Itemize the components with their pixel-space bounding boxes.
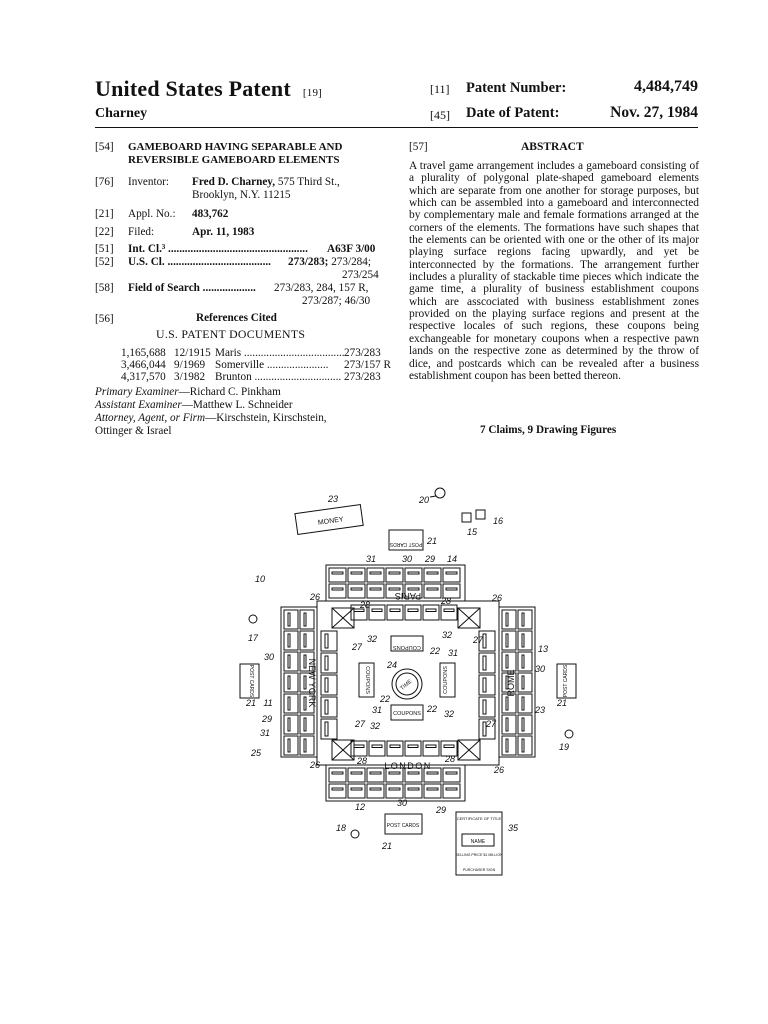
certificate-title: CERTIFICATE OF TITLE — [456, 816, 502, 821]
board-space — [284, 673, 298, 692]
inner-space-mark — [325, 700, 328, 714]
post-cards-label: POST CARDS — [563, 664, 569, 698]
reference-numeral: 27 — [351, 642, 363, 652]
board-space-mark — [370, 588, 381, 590]
inner-space — [479, 675, 495, 695]
patent-number-code: [11] — [430, 82, 450, 96]
board-space-mark — [370, 788, 381, 790]
board-space-mark — [332, 772, 343, 774]
board-space-mark — [389, 772, 400, 774]
references-subheading: U.S. PATENT DOCUMENTS — [156, 327, 306, 341]
board-space-mark — [408, 572, 419, 574]
inner-space-mark — [325, 656, 328, 670]
board-space-mark — [304, 655, 306, 668]
board-space — [443, 784, 460, 798]
board-space-mark — [522, 718, 524, 731]
reference-numeral: 35 — [507, 823, 519, 833]
board-space-mark — [332, 572, 343, 574]
coupons-label: COUPONS — [393, 711, 421, 717]
board-space-mark — [351, 788, 362, 790]
reference-numeral: 13 — [537, 644, 549, 654]
board-space — [329, 784, 346, 798]
inner-space-mark — [325, 634, 328, 648]
center-disc-label: TIME — [399, 678, 414, 692]
inner-space-mark — [372, 609, 382, 612]
board-space-mark — [304, 613, 306, 626]
inner-space — [321, 719, 337, 739]
reference-numeral: 29 — [424, 554, 436, 564]
board-space — [367, 568, 384, 582]
reference-number: 3,466,044 — [121, 359, 166, 371]
reference-class: 273/283 — [344, 347, 381, 359]
board-space-mark — [522, 613, 524, 626]
board-space — [300, 715, 314, 734]
board-space-mark — [522, 634, 524, 647]
inner-space-mark — [390, 745, 400, 748]
reference-name: Somerville ...................... — [215, 359, 329, 371]
reference-numeral: 31 — [447, 648, 459, 658]
inner-space-mark — [426, 609, 436, 612]
reference-numeral: 30 — [401, 554, 413, 564]
board-space — [348, 784, 365, 798]
inner-space — [423, 605, 439, 620]
board-space-mark — [408, 788, 419, 790]
reference-numeral: 23 — [327, 494, 339, 504]
board-space-mark — [332, 588, 343, 590]
title-line-1: GAMEBOARD HAVING SEPARABLE AND — [128, 141, 343, 153]
board-space-mark — [351, 588, 362, 590]
reference-numeral: 26 — [493, 765, 505, 775]
inner-space-mark — [372, 745, 382, 748]
inner-space-mark — [444, 609, 454, 612]
inner-space — [387, 741, 403, 756]
board-space-mark — [304, 739, 306, 752]
filed-code: [22] — [95, 226, 114, 238]
assistant-examiner: Assistant Examiner—Matthew L. Schneider — [95, 399, 293, 411]
city-label-london: LONDON — [384, 761, 432, 771]
abstract-heading: ABSTRACT — [521, 141, 584, 153]
board-space-mark — [351, 572, 362, 574]
reference-date: 3/1982 — [174, 371, 206, 383]
inner-space — [423, 741, 439, 756]
reference-numeral: 27 — [354, 719, 366, 729]
reference-name: Maris .................................... — [215, 347, 345, 359]
reference-number: 4,317,570 — [121, 371, 166, 383]
reference-numeral: 32 — [443, 709, 455, 719]
inner-space — [479, 653, 495, 673]
board-space-mark — [427, 772, 438, 774]
inner-space — [405, 741, 421, 756]
inner-space-mark — [408, 745, 418, 748]
board-space — [367, 784, 384, 798]
board-space — [284, 715, 298, 734]
board-space — [300, 736, 314, 755]
reference-numeral: 30 — [396, 798, 408, 808]
reference-numeral: 26 — [309, 760, 321, 770]
board-space — [518, 736, 532, 755]
uscl-value-2: 273/254 — [342, 269, 379, 281]
coupons-label: COUPONS — [364, 666, 370, 694]
city-label-paris: PARIS — [394, 591, 422, 601]
board-space-mark — [351, 772, 362, 774]
board-space-mark — [304, 634, 306, 647]
board-space-mark — [506, 697, 508, 710]
board-space-mark — [304, 676, 306, 689]
reference-numeral: 32 — [441, 630, 453, 640]
reference-numeral: 18 — [335, 823, 347, 833]
board-space — [284, 652, 298, 671]
intcl-value: A63F 3/00 — [327, 243, 376, 255]
header-rule — [95, 127, 698, 128]
reference-numeral: 31 — [371, 705, 383, 715]
reference-numeral: 26 — [491, 593, 503, 603]
city-label-new-york: NEW YORK — [307, 658, 317, 708]
board-space — [424, 568, 441, 582]
gameboard-figure — [230, 485, 570, 885]
board-space-mark — [506, 655, 508, 668]
die-icon — [476, 510, 485, 519]
board-space-mark — [370, 572, 381, 574]
board-space — [284, 631, 298, 650]
reference-numeral: 22 — [379, 694, 391, 704]
board-space — [502, 610, 516, 629]
board-space — [405, 784, 422, 798]
search-label: Field of Search ................... — [128, 282, 256, 294]
reference-numeral: 22 — [426, 704, 438, 714]
board-space-mark — [389, 788, 400, 790]
reference-numeral: 32 — [366, 634, 378, 644]
attorney: Attorney, Agent, or Firm—Kirschstein, Kirschstein, — [95, 412, 327, 424]
reference-date: 12/1915 — [174, 347, 211, 359]
reference-numeral: 19 — [558, 742, 570, 752]
board-space-mark — [288, 718, 290, 731]
board-space — [284, 694, 298, 713]
board-space-mark — [446, 572, 457, 574]
reference-numeral: 21 — [556, 698, 568, 708]
pawn-icon — [565, 730, 573, 738]
inner-space-mark — [390, 609, 400, 612]
reference-numeral: 28 — [359, 600, 371, 610]
board-space-mark — [506, 613, 508, 626]
reference-numeral: 23 — [534, 705, 546, 715]
reference-numeral: 22 — [429, 646, 441, 656]
board-space — [518, 610, 532, 629]
inner-space-mark — [325, 722, 328, 736]
coupons-label: COUPONS — [393, 644, 421, 650]
post-cards-label: POST CARDS — [248, 664, 254, 698]
board-space-mark — [427, 572, 438, 574]
board-space-mark — [304, 697, 306, 710]
board-space-mark — [506, 634, 508, 647]
board-space — [329, 768, 346, 782]
board-space — [367, 768, 384, 782]
appl-number: 483,762 — [192, 208, 229, 220]
board-space-mark — [288, 613, 290, 626]
board-space — [502, 715, 516, 734]
reference-name: Brunton ............................... — [215, 371, 342, 383]
inner-space-mark — [408, 609, 418, 612]
reference-numeral: 30 — [534, 664, 546, 674]
appl-label: Appl. No.: — [128, 208, 176, 220]
appl-code: [21] — [95, 208, 114, 220]
board-space — [518, 694, 532, 713]
board-space — [329, 568, 346, 582]
inner-space — [369, 605, 385, 620]
reference-numeral: 21 — [426, 536, 438, 546]
board-space — [367, 584, 384, 598]
board-space — [518, 673, 532, 692]
board-space — [502, 631, 516, 650]
board-space — [386, 568, 403, 582]
uscl-code: [52] — [95, 256, 114, 268]
board-space-mark — [408, 772, 419, 774]
board-space-mark — [389, 572, 400, 574]
reference-numeral: 24 — [386, 660, 398, 670]
reference-numeral: 27 — [472, 635, 484, 645]
inventor-surname: Charney — [95, 106, 148, 121]
reference-numeral: 28 — [440, 596, 452, 606]
inner-space — [351, 741, 367, 756]
money-label: MONEY — [317, 516, 344, 527]
board-space — [424, 584, 441, 598]
reference-numeral: 10 — [254, 574, 266, 584]
pawn-icon — [435, 488, 445, 498]
reference-numeral: 20 — [418, 495, 430, 505]
board-space — [348, 584, 365, 598]
intcl-code: [51] — [95, 243, 114, 255]
inner-space-mark — [426, 745, 436, 748]
board-space-mark — [446, 588, 457, 590]
certificate-price: SELLING PRICE $1 MILLION — [455, 853, 503, 857]
inner-space — [479, 697, 495, 717]
date-code: [45] — [430, 108, 450, 122]
reference-class: 273/283 — [344, 371, 381, 383]
board-space-mark — [446, 788, 457, 790]
reference-class: 273/157 R — [344, 359, 391, 371]
board-space-mark — [427, 788, 438, 790]
inner-space — [321, 653, 337, 673]
inner-space-mark — [444, 745, 454, 748]
filed-label: Filed: — [128, 226, 155, 238]
inner-space — [321, 697, 337, 717]
inner-space-mark — [483, 678, 486, 692]
pawn-icon — [249, 615, 257, 623]
reference-numeral: 14 — [446, 554, 458, 564]
inner-space — [369, 741, 385, 756]
city-label-rome: ROME — [506, 669, 516, 697]
claims-summary: 7 Claims, 9 Drawing Figures — [480, 424, 617, 436]
board-space-mark — [522, 739, 524, 752]
reference-numeral: 29 — [261, 714, 273, 724]
coupons-label: COUPONS — [443, 666, 449, 694]
reference-date: 9/1969 — [174, 359, 206, 371]
pawn-icon — [351, 830, 359, 838]
attorney-line-2: Ottinger & Israel — [95, 425, 172, 437]
reference-numeral: 31 — [365, 554, 377, 564]
uscl-label: U.S. Cl. ..................................... — [128, 256, 271, 268]
board-space-mark — [506, 718, 508, 731]
board-space — [284, 610, 298, 629]
search-code: [58] — [95, 282, 114, 294]
post-cards-label: POST CARDS — [389, 541, 423, 547]
date-of-patent: Nov. 27, 1984 — [610, 104, 698, 121]
reference-numeral: 21 — [245, 698, 257, 708]
pawn-lead — [430, 496, 436, 497]
reference-numeral: 15 — [466, 527, 478, 537]
inner-space — [321, 631, 337, 651]
inner-space-mark — [483, 634, 486, 648]
board-space — [405, 568, 422, 582]
reference-numeral: 29 — [435, 805, 447, 815]
board-space-mark — [408, 588, 419, 590]
board-space — [329, 584, 346, 598]
board-space-mark — [522, 676, 524, 689]
inner-space — [321, 675, 337, 695]
board-space-mark — [288, 634, 290, 647]
board-space — [443, 768, 460, 782]
patent-number-label: Patent Number: — [466, 80, 567, 96]
inner-space-mark — [483, 656, 486, 670]
reference-numeral: 21 — [381, 841, 393, 851]
reference-numeral: 11 — [263, 698, 273, 708]
search-value-2: 273/287; 46/30 — [302, 295, 371, 307]
patent-office-title: United States Patent [19] — [95, 76, 323, 101]
reference-numeral: 28 — [444, 754, 456, 764]
title-line-2: REVERSIBLE GAMEBOARD ELEMENTS — [128, 154, 340, 166]
abstract-code: [57] — [409, 141, 428, 153]
board-space-mark — [506, 739, 508, 752]
board-space-mark — [522, 655, 524, 668]
post-cards-label: POST CARDS — [386, 823, 420, 829]
board-space-mark — [288, 697, 290, 710]
board-space-mark — [522, 697, 524, 710]
reference-numeral: 26 — [309, 592, 321, 602]
reference-numeral: 27 — [485, 719, 497, 729]
board-space — [348, 568, 365, 582]
reference-numeral: 28 — [356, 756, 368, 766]
reference-numeral: 16 — [492, 516, 504, 526]
board-space — [348, 768, 365, 782]
reference-numeral: 25 — [250, 748, 262, 758]
inventor-code: [76] — [95, 176, 114, 188]
board-space — [518, 715, 532, 734]
primary-examiner: Primary Examiner—Richard C. Pinkham — [95, 386, 281, 398]
reference-numeral: 12 — [354, 802, 366, 812]
reference-numeral: 32 — [369, 721, 381, 731]
reference-numeral: 17 — [247, 633, 259, 643]
inner-space — [405, 605, 421, 620]
board-space-mark — [389, 588, 400, 590]
board-space — [518, 631, 532, 650]
board-space-mark — [288, 655, 290, 668]
inner-space-mark — [325, 678, 328, 692]
abstract-text: A travel game arrangement includes a gameboard consisting of a plurality of polygonal plate-shaped gameboard elements which are separate from one another for storage purposes, but which can be assembled into a gameboard and interconnected by complementary male and female formations arranged at the corners of the elements. The formations have such shapes that the elements can be oriented with one or the other of its major playing surface regions facing upwardly, and yet be interconnected by the formations. The arrangement further includes a plurality of stackable time pieces which indicate the game time, a plurality of business establishment coupons which are asscociated with business establishment zones provided on the playing surface regions and present at the respective locales of such regions, these coupons being exchangeable for monetary coupons when a respective pawn lands on the respective zone as determined by the throw of dice, and postcards which can be revealed after a business establishment coupon has been betted thereon. — [409, 160, 699, 382]
patent-number: 4,484,749 — [634, 78, 698, 95]
board-space — [443, 568, 460, 582]
references-heading: References Cited — [196, 312, 277, 324]
board-space — [424, 784, 441, 798]
board-space — [300, 631, 314, 650]
board-space-mark — [332, 788, 343, 790]
board-space — [284, 736, 298, 755]
board-space-mark — [304, 718, 306, 731]
board-space-mark — [288, 676, 290, 689]
intcl-label: Int. Cl.³ .................................................. — [128, 243, 308, 255]
reference-numeral: 31 — [259, 728, 271, 738]
board-space — [502, 652, 516, 671]
reference-number: 1,165,688 — [121, 347, 166, 359]
reference-numeral: 30 — [263, 652, 275, 662]
inventor-line-2: Brooklyn, N.Y. 11215 — [192, 189, 291, 201]
search-value-1: 273/283, 284, 157 R, — [274, 282, 369, 294]
references-code: [56] — [95, 313, 114, 325]
inner-space-mark — [483, 700, 486, 714]
board-space — [300, 610, 314, 629]
certificate-purchaser: PURCHASER SIGN — [462, 868, 496, 872]
inner-space — [387, 605, 403, 620]
board-space-mark — [370, 772, 381, 774]
uscl-value: 273/283; 273/284; — [288, 256, 371, 268]
title-code: [54] — [95, 141, 114, 153]
board-space-mark — [427, 588, 438, 590]
inner-space-mark — [354, 745, 364, 748]
board-space — [386, 784, 403, 798]
board-space — [518, 652, 532, 671]
board-space-mark — [446, 772, 457, 774]
inner-space — [441, 605, 457, 620]
filed-date: Apr. 11, 1983 — [192, 226, 255, 238]
certificate-name: NAME — [470, 839, 486, 845]
inventor-line-1: Fred D. Charney, 575 Third St., — [192, 176, 340, 188]
board-space — [502, 736, 516, 755]
die-icon — [462, 513, 471, 522]
inventor-label: Inventor: — [128, 176, 170, 188]
board-space-mark — [288, 739, 290, 752]
date-of-patent-label: Date of Patent: — [466, 105, 560, 121]
